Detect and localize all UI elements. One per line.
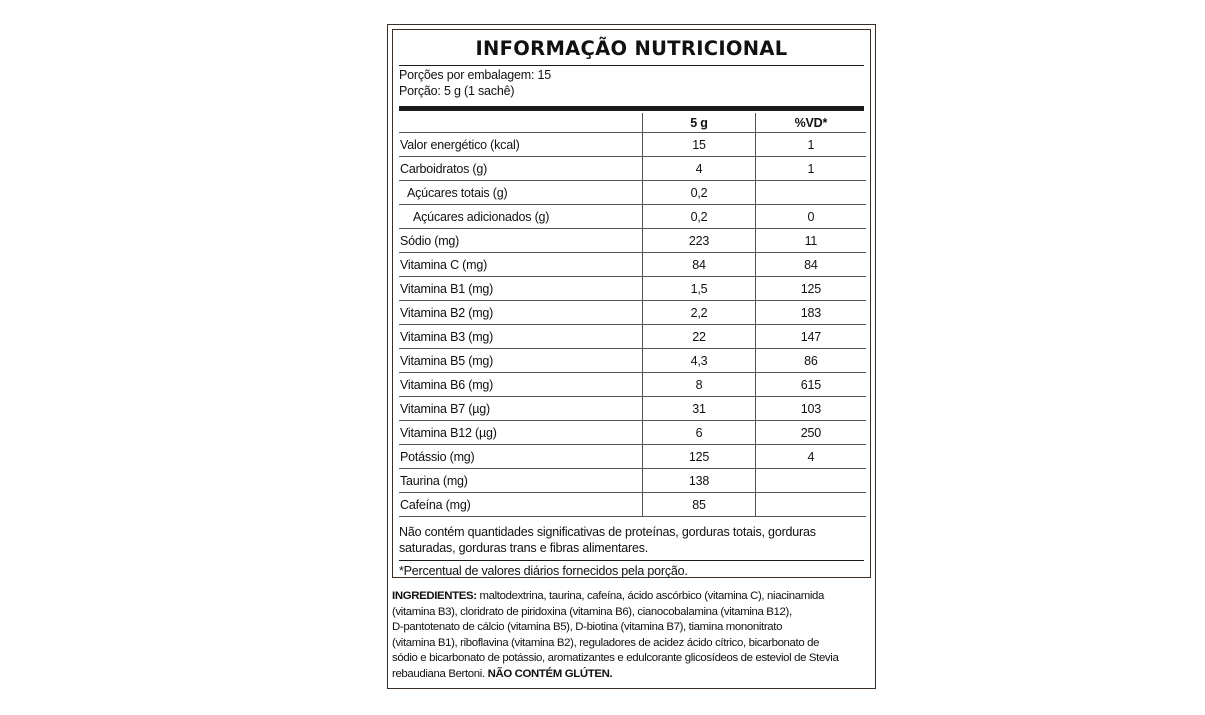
table-row: [399, 181, 866, 205]
table-row: [399, 229, 866, 253]
ingredients-label: INGREDIENTES:: [392, 590, 477, 602]
header-amount: 5 g: [643, 113, 755, 133]
daily-value-footnote: *Percentual de valores diários fornecidos pela porção.: [399, 564, 688, 578]
table-row: [399, 157, 866, 181]
table-row: [399, 301, 866, 325]
notice-line: saturadas, gorduras trans e fibras alimentares.: [399, 541, 649, 555]
nutrient-amount: 0,2: [643, 181, 755, 205]
nutrient-amount: 84: [643, 253, 755, 277]
servings-per-package: Porções por embalagem: 15: [399, 68, 552, 82]
table-row: [399, 253, 866, 277]
nutrient-name: Vitamina B1 (mg): [399, 277, 643, 301]
nutrient-amount: 85: [643, 493, 755, 517]
nutrient-name: Taurina (mg): [399, 469, 643, 493]
nutrient-amount: 22: [643, 325, 755, 349]
gluten-free-notice: NÃO CONTÉM GLÚTEN.: [487, 667, 613, 680]
nutrient-daily-value: [755, 493, 866, 517]
nutrition-label: [387, 24, 876, 689]
nutrient-name: Cafeína (mg): [399, 493, 643, 517]
ingredients-text: [392, 589, 872, 683]
ingredients-line: sódio e bicarbonato de potássio, aromatizantes e edulcorante glicosídeos de esteviol de Stevia: [392, 652, 839, 665]
nutrient-amount: 4,3: [643, 349, 755, 373]
nutrient-name: Vitamina B6 (mg): [399, 373, 643, 397]
table-row: [399, 133, 866, 157]
notice-line: Não contém quantidades significativas de proteínas, gorduras totais, gorduras: [399, 525, 816, 539]
ingredients-line: (vitamina B1), riboflavina (vitamina B2), reguladores de acidez ácido cítrico, bicarbonato de: [392, 636, 820, 649]
nutrient-daily-value: 103: [755, 397, 866, 421]
not-significant-notice: [399, 524, 859, 556]
ingredients-line: rebaudiana Bertoni.: [392, 667, 488, 680]
nutrient-daily-value: 1: [755, 133, 866, 157]
nutrient-name: Vitamina B5 (mg): [399, 349, 643, 373]
table-row: [399, 493, 866, 517]
nutrient-name: Carboidratos (g): [399, 157, 643, 181]
nutrient-amount: 15: [643, 133, 755, 157]
nutrient-name: Valor energético (kcal): [399, 133, 643, 157]
nutrient-amount: 138: [643, 469, 755, 493]
nutrient-daily-value: 11: [755, 229, 866, 253]
nutrient-daily-value: 615: [755, 373, 866, 397]
nutrient-name: Vitamina B7 (µg): [399, 397, 643, 421]
nutrient-daily-value: 4: [755, 445, 866, 469]
nutrient-daily-value: 250: [755, 421, 866, 445]
nutrition-table: [399, 113, 866, 517]
nutrition-facts-box: [392, 29, 871, 578]
nutrient-daily-value: 84: [755, 253, 866, 277]
thick-divider: [399, 106, 864, 111]
table-row: [399, 349, 866, 373]
nutrient-name: Vitamina C (mg): [399, 253, 643, 277]
label-title: INFORMAÇÃO NUTRICIONAL: [475, 37, 788, 60]
table-row: [399, 205, 866, 229]
nutrient-name: Vitamina B3 (mg): [399, 325, 643, 349]
nutrient-name: Açúcares adicionados (g): [399, 205, 643, 229]
portion-size: Porção: 5 g (1 sachê): [399, 84, 515, 98]
table-row: [399, 421, 866, 445]
ingredients-line: D-pantotenato de cálcio (vitamina B5), D-biotina (vitamina B7), tiamina mononitrato: [392, 621, 783, 634]
nutrient-amount: 8: [643, 373, 755, 397]
nutrient-amount: 4: [643, 157, 755, 181]
nutrient-name: Potássio (mg): [399, 445, 643, 469]
ingredients-line: maltodextrina, taurina, cafeína, ácido ascórbico (vitamina C), niacinamida: [476, 590, 824, 602]
nutrient-amount: 0,2: [643, 205, 755, 229]
nutrient-daily-value: [755, 181, 866, 205]
table-row: [399, 469, 866, 493]
table-row: [399, 277, 866, 301]
nutrient-amount: 223: [643, 229, 755, 253]
nutrient-name: Sódio (mg): [399, 229, 643, 253]
nutrient-amount: 2,2: [643, 301, 755, 325]
nutrient-amount: 6: [643, 421, 755, 445]
nutrient-amount: 31: [643, 397, 755, 421]
nutrient-daily-value: 125: [755, 277, 866, 301]
nutrient-amount: 1,5: [643, 277, 755, 301]
table-header-row: [399, 113, 866, 133]
header-daily-value: %VD*: [755, 113, 866, 133]
nutrient-daily-value: 0: [755, 205, 866, 229]
nutrient-name: Açúcares totais (g): [399, 181, 643, 205]
nutrient-amount: 125: [643, 445, 755, 469]
header-nutrient: [399, 113, 643, 133]
nutrient-name: Vitamina B2 (mg): [399, 301, 643, 325]
table-row: [399, 445, 866, 469]
table-row: [399, 397, 866, 421]
footnote-divider: [399, 560, 864, 561]
nutrient-name: Vitamina B12 (µg): [399, 421, 643, 445]
table-row: [399, 325, 866, 349]
nutrient-daily-value: 147: [755, 325, 866, 349]
title-divider: [399, 65, 864, 66]
nutrient-daily-value: 1: [755, 157, 866, 181]
servings-info: [399, 67, 551, 99]
nutrient-daily-value: [755, 469, 866, 493]
nutrient-daily-value: 183: [755, 301, 866, 325]
table-row: [399, 373, 866, 397]
ingredients-line: (vitamina B3), cloridrato de piridoxina (vitamina B6), cianocobalamina (vitamina B12),: [392, 605, 792, 618]
nutrient-daily-value: 86: [755, 349, 866, 373]
